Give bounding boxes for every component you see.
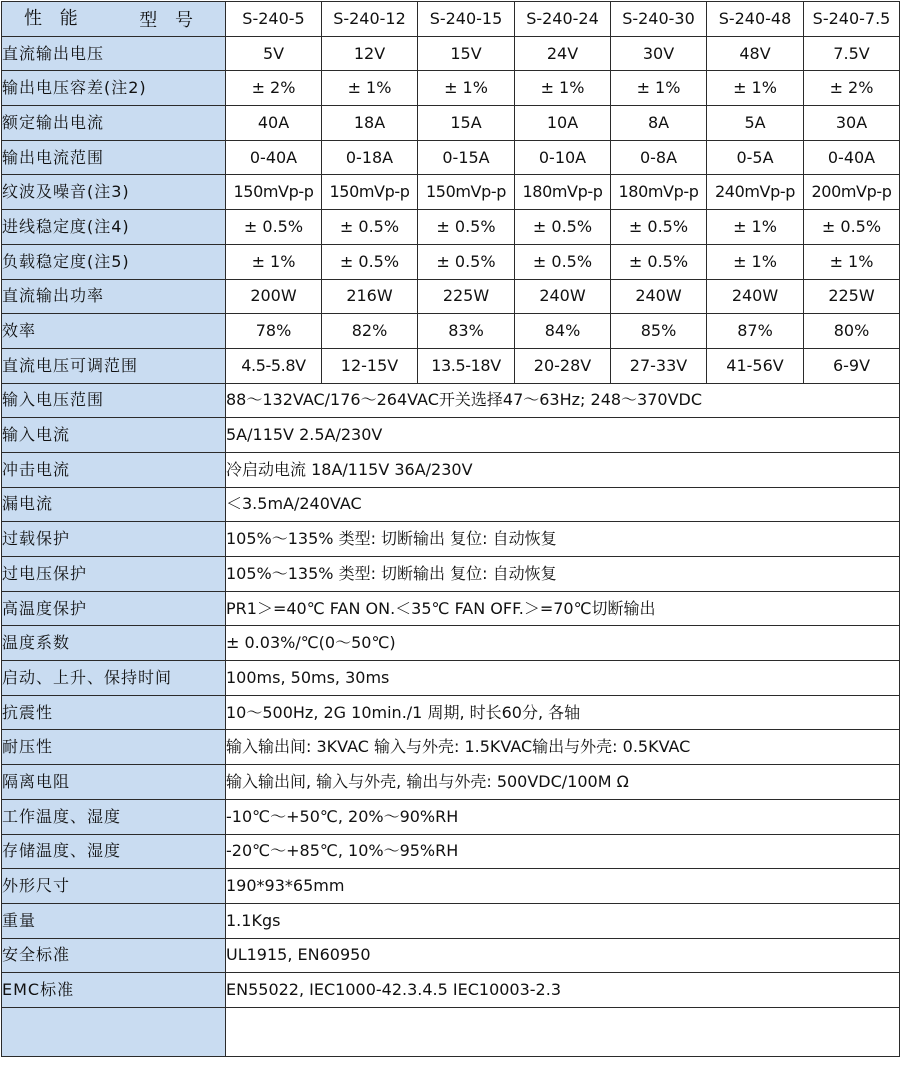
spec-label: 直流电压可调范围 [2,348,226,383]
spec-value: ± 2% [226,71,322,106]
spec-value: 85% [611,314,707,349]
header-row [2,2,900,37]
spec-value: ± 1% [611,71,707,106]
spec-row-wide [2,903,900,938]
spec-value: ± 1% [707,244,804,279]
spec-value-wide: 输入输出间, 输入与外壳, 输出与外壳: 500VDC/100M Ω [226,765,900,800]
spec-row [2,244,900,279]
spec-row-wide [2,418,900,453]
spec-value: ± 0.5% [515,244,611,279]
spec-value: 0-40A [804,140,900,175]
spec-value-wide: -10℃～+50℃, 20%～90%RH [226,799,900,834]
spec-label: 输出电流范围 [2,140,226,175]
spec-row-wide [2,695,900,730]
empty-value-cell [226,1007,900,1056]
spec-value: ± 1% [418,71,515,106]
spec-row [2,175,900,210]
spec-value-wide: EN55022, IEC1000-42.3.4.5 IEC10003-2.3 [226,973,900,1008]
spec-row [2,36,900,71]
model-name-cell: S-240-30 [611,2,707,37]
spec-value: ± 0.5% [418,210,515,245]
empty-label-cell [2,1007,226,1056]
spec-value: 150mVp-p [418,175,515,210]
spec-value: 0-10A [515,140,611,175]
spec-value: 83% [418,314,515,349]
spec-label: 工作温度、湿度 [2,799,226,834]
spec-value: 150mVp-p [226,175,322,210]
spec-value: ± 1% [226,244,322,279]
spec-value: ± 0.5% [322,210,418,245]
spec-value-wide: UL1915, EN60950 [226,938,900,973]
spec-value: ± 1% [804,244,900,279]
spec-row-wide [2,869,900,904]
spec-value: 8A [611,106,707,141]
spec-label: 额定输出电流 [2,106,226,141]
spec-row-wide [2,557,900,592]
spec-value-wide: 105%～135% 类型: 切断输出 复位: 自动恢复 [226,557,900,592]
spec-label: 直流输出电压 [2,36,226,71]
spec-value: 180mVp-p [611,175,707,210]
performance-header-label: 性 能 [24,7,84,29]
spec-value: 225W [418,279,515,314]
spec-value: 20-28V [515,348,611,383]
spec-label: 温度系数 [2,626,226,661]
spec-label: 耐压性 [2,730,226,765]
spec-label: 过载保护 [2,522,226,557]
spec-value: 18A [322,106,418,141]
spec-value: 240W [515,279,611,314]
spec-value: 24V [515,36,611,71]
spec-value: 0-40A [226,140,322,175]
spec-table [1,1,900,1057]
spec-value: 6-9V [804,348,900,383]
spec-value: ± 0.5% [804,210,900,245]
spec-value-wide: 输入输出间: 3KVAC 输入与外壳: 1.5KVAC输出与外壳: 0.5KVAC [226,730,900,765]
spec-value: 5V [226,36,322,71]
spec-value: 150mVp-p [322,175,418,210]
spec-value: 180mVp-p [515,175,611,210]
spec-value-wide: 冷启动电流 18A/115V 36A/230V [226,452,900,487]
spec-label: 外形尺寸 [2,869,226,904]
spec-value: 240mVp-p [707,175,804,210]
spec-label: 重量 [2,903,226,938]
spec-value: 240W [611,279,707,314]
spec-value: 12-15V [322,348,418,383]
spec-row [2,279,900,314]
spec-value: 0-8A [611,140,707,175]
spec-value-wide: 105%～135% 类型: 切断输出 复位: 自动恢复 [226,522,900,557]
spec-value: 12V [322,36,418,71]
model-name-cell: S-240-12 [322,2,418,37]
spec-label: 启动、上升、保持时间 [2,661,226,696]
spec-value: ± 1% [707,71,804,106]
spec-row-wide [2,799,900,834]
spec-value: 84% [515,314,611,349]
spec-row-wide [2,834,900,869]
spec-row [2,140,900,175]
spec-value: ± 0.5% [322,244,418,279]
spec-value-wide: ± 0.03%/℃(0～50℃) [226,626,900,661]
spec-row-wide [2,522,900,557]
spec-row-wide [2,661,900,696]
spec-value: 80% [804,314,900,349]
spec-row-wide [2,487,900,522]
spec-label: 效率 [2,314,226,349]
spec-label: 漏电流 [2,487,226,522]
spec-value-wide: -20℃～+85℃, 10%～95%RH [226,834,900,869]
spec-value: 4.5-5.8V [226,348,322,383]
spec-row-wide [2,765,900,800]
spec-label: 直流输出功率 [2,279,226,314]
spec-value: 240W [707,279,804,314]
model-name-cell: S-240-5 [226,2,322,37]
spec-row-wide [2,973,900,1008]
spec-value: 30A [804,106,900,141]
spec-label: 纹波及噪音(注3) [2,175,226,210]
model-name-cell: S-240-48 [707,2,804,37]
spec-value: 200W [226,279,322,314]
spec-value: ± 0.5% [611,244,707,279]
spec-label: 抗震性 [2,695,226,730]
spec-value: 82% [322,314,418,349]
spec-row-wide [2,626,900,661]
spec-value: ± 2% [804,71,900,106]
spec-value-wide: 5A/115V 2.5A/230V [226,418,900,453]
model-name-cell: S-240-15 [418,2,515,37]
spec-value: 0-15A [418,140,515,175]
spec-label: EMC标准 [2,973,226,1008]
spec-label: 冲击电流 [2,452,226,487]
spec-value: 40A [226,106,322,141]
spec-label: 负载稳定度(注5) [2,244,226,279]
spec-value: 15A [418,106,515,141]
spec-value: 48V [707,36,804,71]
spec-value: 7.5V [804,36,900,71]
spec-label: 隔离电阻 [2,765,226,800]
spec-value: 200mVp-p [804,175,900,210]
spec-value: 87% [707,314,804,349]
spec-row-wide [2,938,900,973]
spec-value: 41-56V [707,348,804,383]
spec-value: ± 1% [515,71,611,106]
spec-row-wide [2,383,900,418]
spec-row-wide [2,591,900,626]
spec-value-wide: 88～132VAC/176～264VAC开关选择47～63Hz; 248～370VDC [226,383,900,418]
spec-value: ± 0.5% [611,210,707,245]
empty-row [2,1007,900,1056]
spec-value: 13.5-18V [418,348,515,383]
header-corner-cell [2,2,226,37]
spec-label: 存储温度、湿度 [2,834,226,869]
spec-value: 0-18A [322,140,418,175]
spec-value: ± 0.5% [226,210,322,245]
spec-row-wide [2,730,900,765]
spec-label: 过电压保护 [2,557,226,592]
spec-value: ± 1% [707,210,804,245]
spec-value-wide: 190*93*65mm [226,869,900,904]
spec-row [2,106,900,141]
spec-value: 78% [226,314,322,349]
spec-value: 216W [322,279,418,314]
model-name-cell: S-240-7.5 [804,2,900,37]
spec-value: ± 1% [322,71,418,106]
spec-row [2,314,900,349]
spec-label: 输入电压范围 [2,383,226,418]
spec-value: 27-33V [611,348,707,383]
spec-value: 30V [611,36,707,71]
spec-value-wide: PR1＞=40℃ FAN ON.＜35℃ FAN OFF.＞=70℃切断输出 [226,591,900,626]
spec-value-wide: ＜3.5mA/240VAC [226,487,900,522]
spec-value-wide: 10～500Hz, 2G 10min./1 周期, 时长60分, 各轴 [226,695,900,730]
spec-value-wide: 100ms, 50ms, 30ms [226,661,900,696]
spec-label: 输出电压容差(注2) [2,71,226,106]
spec-label: 安全标准 [2,938,226,973]
model-name-cell: S-240-24 [515,2,611,37]
spec-value: 10A [515,106,611,141]
spec-label: 输入电流 [2,418,226,453]
spec-value: 0-5A [707,140,804,175]
spec-value: 225W [804,279,900,314]
spec-label: 高温度保护 [2,591,226,626]
spec-label: 进线稳定度(注4) [2,210,226,245]
model-header-label: 型 号 [139,10,199,31]
spec-value: 5A [707,106,804,141]
spec-value: ± 0.5% [515,210,611,245]
spec-value-wide: 1.1Kgs [226,903,900,938]
spec-row [2,348,900,383]
spec-row-wide [2,452,900,487]
spec-row [2,71,900,106]
spec-row [2,210,900,245]
spec-value: 15V [418,36,515,71]
spec-value: ± 0.5% [418,244,515,279]
